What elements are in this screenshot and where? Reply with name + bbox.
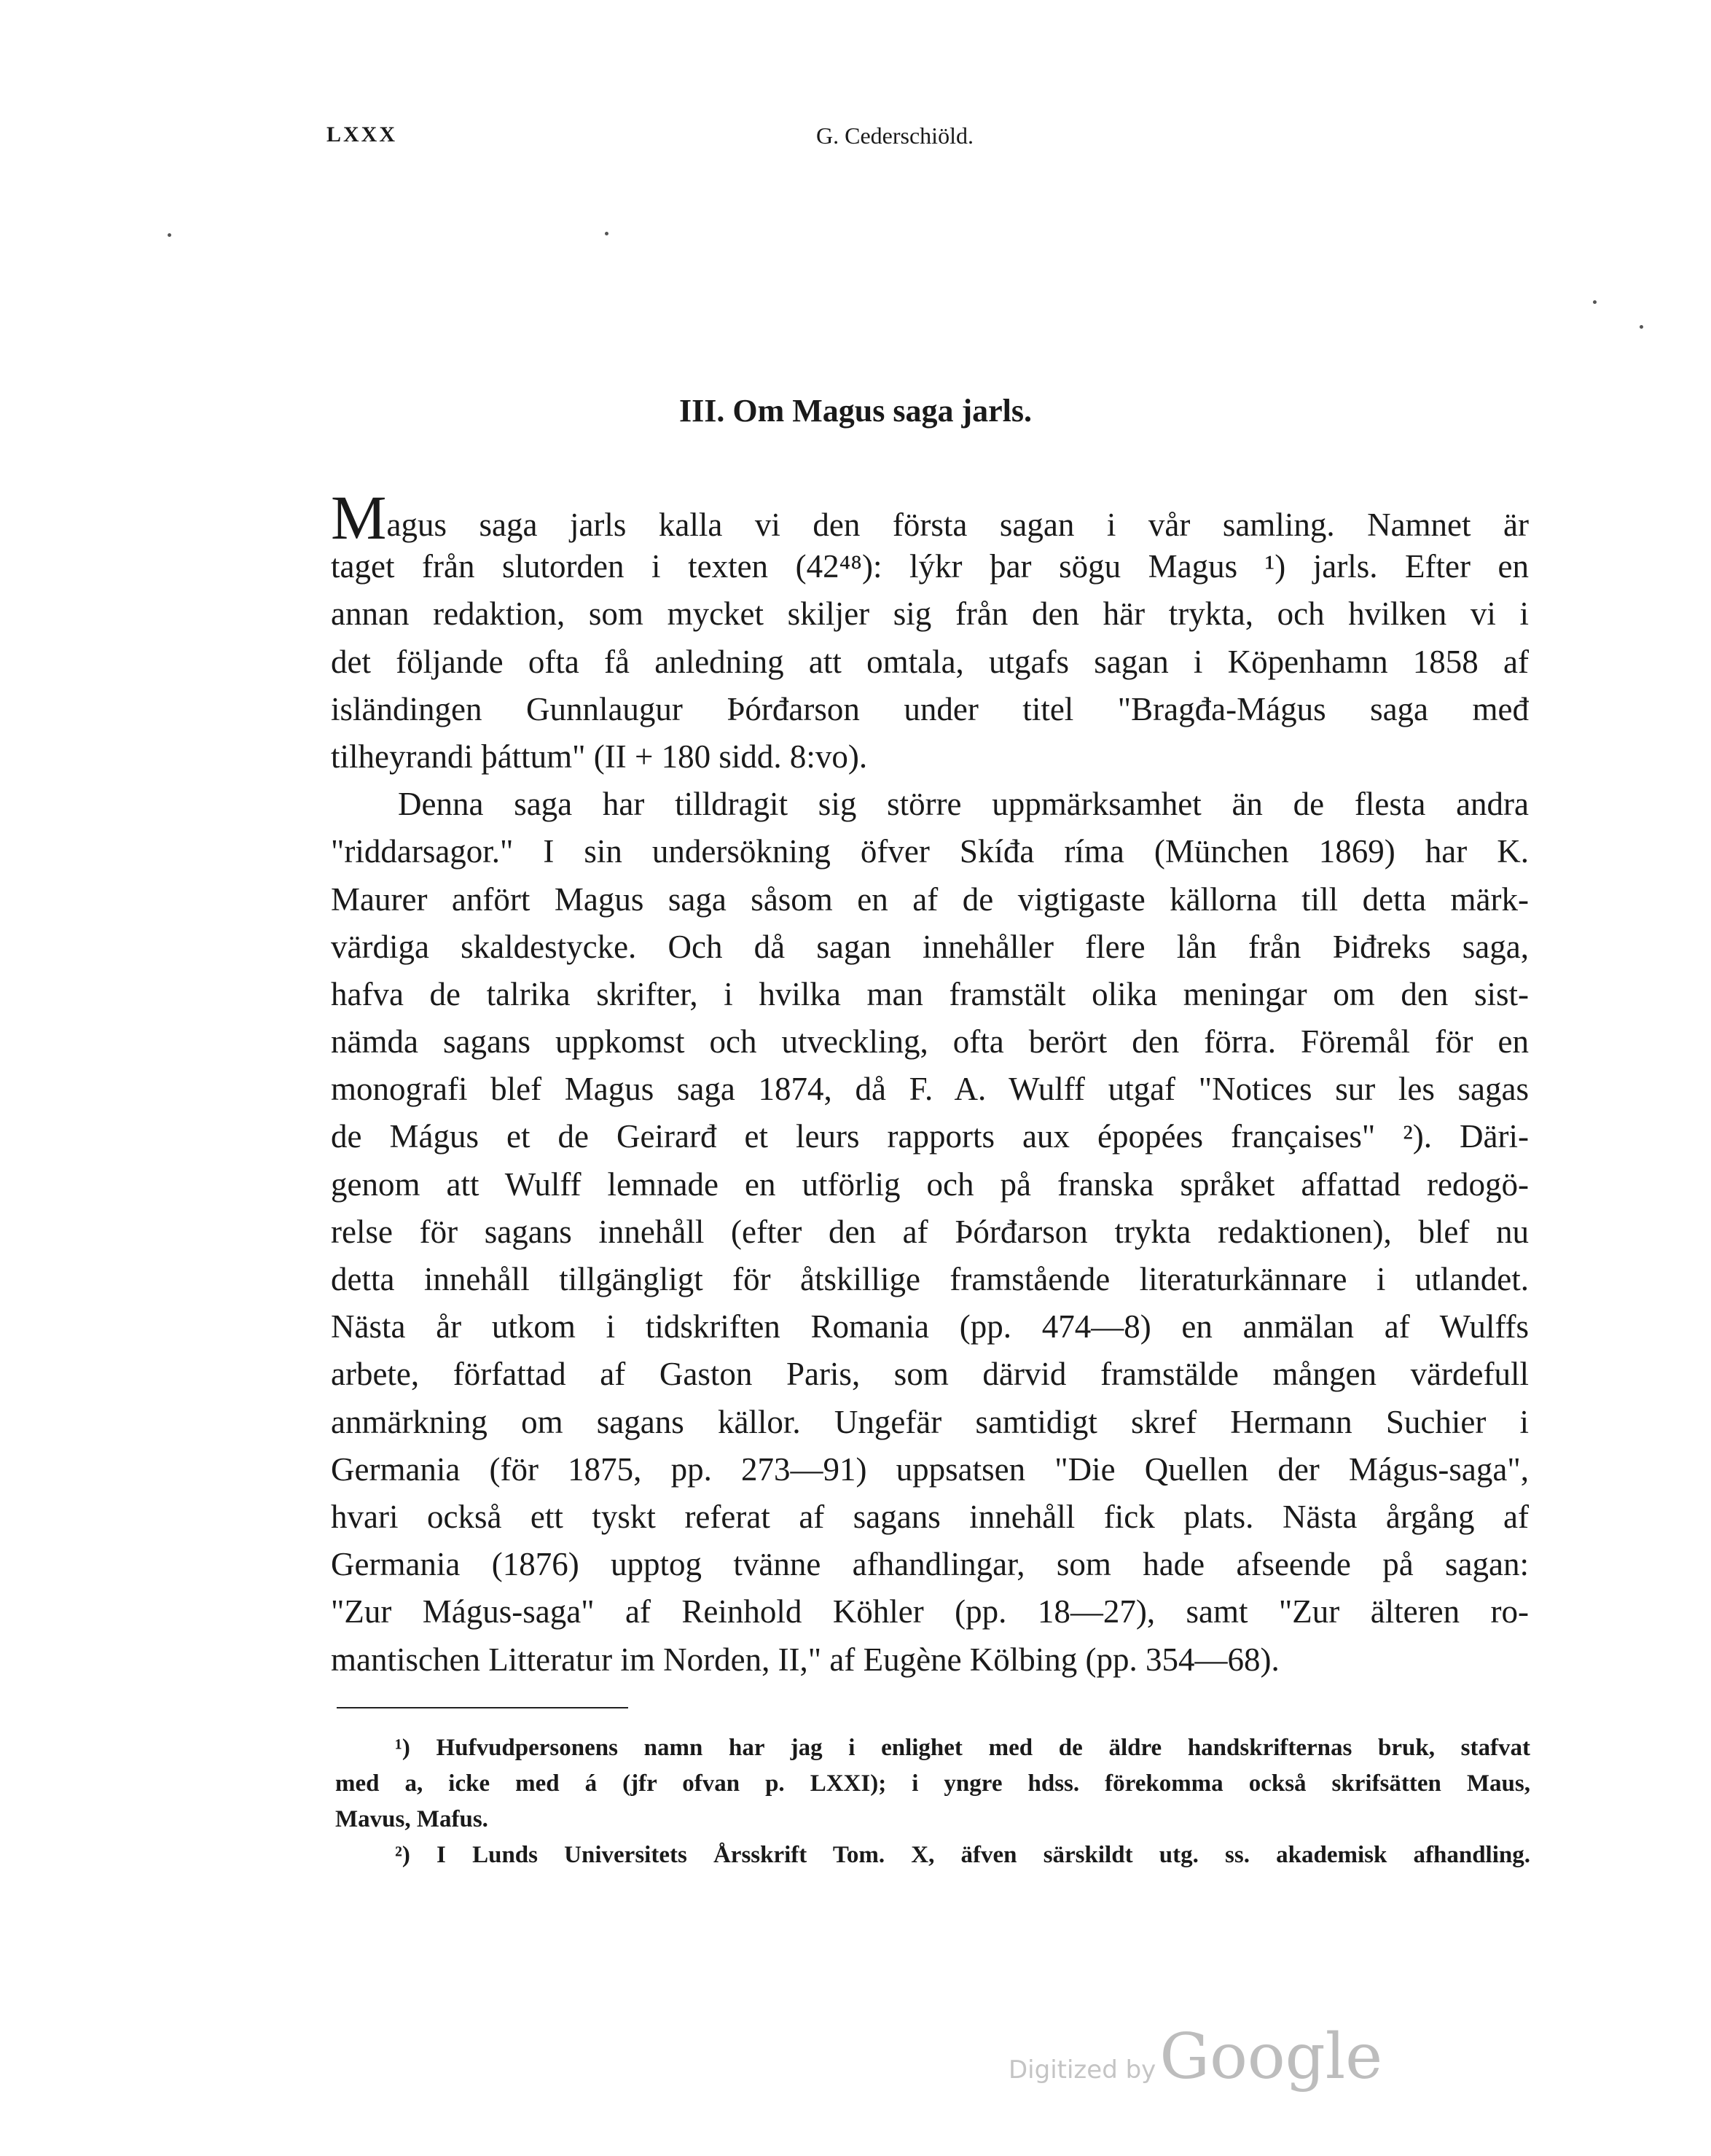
page-header <box>0 117 1711 160</box>
footnote-divider <box>337 1707 628 1708</box>
watermark-prefix: Digitized by <box>1009 2055 1156 2085</box>
scan-speck <box>1593 300 1597 304</box>
paragraph-line: Germania (1876) upptog tvänne afhandlingar, som hade afseende på sagan: <box>331 1546 1529 1583</box>
paragraph-line: nämda sagans uppkomst och utveckling, ofta berört den förra. Föremål för en <box>331 1023 1529 1061</box>
page-number: LXXX <box>326 122 398 147</box>
chapter-title: III. Om Magus saga jarls. <box>678 393 1033 429</box>
paragraph-line: värdiga skaldestycke. Och då sagan innehåller flere lån från Þiđreks saga, <box>331 928 1529 965</box>
paragraph-line: Germania (för 1875, pp. 273—91) uppsatsen "Die Quellen der Mágus-saga", <box>331 1450 1529 1488</box>
paragraph-line: arbete, författad af Gaston Paris, som därvid framstälde mången värdefull <box>331 1356 1529 1393</box>
footnote-line: med a, icke med á (jfr ofvan p. LXXI); i yngre hdss. förekomma också skrifsätten Maus, <box>335 1770 1530 1797</box>
paragraph-line: hvari också ett tyskt referat af sagans innehåll fick plats. Nästa årgång af <box>331 1498 1529 1535</box>
paragraph-line: de Mágus et de Geirarđ et leurs rapports aux épopées françaises" ²). Däri- <box>331 1118 1529 1155</box>
scan-speck <box>168 233 171 237</box>
google-logo: Google <box>1159 2020 1383 2093</box>
paragraph-line: annan redaktion, som mycket skiljer sig från den här trykta, och hvilken vi i <box>331 595 1529 633</box>
paragraph-line: Maurer anfört Magus saga såsom en af de vigtigaste källorna till detta märk- <box>331 880 1529 918</box>
paragraph-line: isländingen Gunnlaugur Þórđarson under titel "Bragđa-Mágus saga međ <box>331 690 1529 727</box>
running-head: G. Cederschiöld. <box>816 122 974 149</box>
paragraph-line: detta innehåll tillgängligt för åtskillige framstående literaturkännare i utlandet. <box>331 1261 1529 1297</box>
paragraph-line: monografi blef Magus saga 1874, då F. A. Wulff utgaf "Notices sur les sagas <box>331 1071 1529 1108</box>
paragraph-line: mantischen Litteratur im Norden, II," af Eugène Kölbing (pp. 354—68). <box>331 1641 1280 1678</box>
paragraph-line: Denna saga har tilldragit sig större uppmärksamhet än de flesta andra <box>398 786 1529 823</box>
scan-speck <box>605 232 608 235</box>
paragraph-line: Nästa år utkom i tidskriften Romania (pp. 474—8) en anmälan af Wulffs <box>331 1308 1529 1345</box>
digitization-watermark <box>1009 2020 1382 2093</box>
paragraph-line: tilheyrandi þáttum" (II + 180 sidd. 8:vo). <box>331 738 868 775</box>
paragraph-line: "Zur Mágus-saga" af Reinhold Köhler (pp. 18—27), samt "Zur älteren ro- <box>331 1593 1529 1630</box>
footnote-line: Mavus, Mafus. <box>335 1806 488 1832</box>
footnotes <box>335 1730 1530 1873</box>
paragraph-line: genom att Wulff lemnade en utförlig och på franska språket affattad redogö- <box>331 1165 1529 1203</box>
paragraph-line: "riddarsagor." I sin undersökning öfver Skíđa ríma (München 1869) har K. <box>331 833 1529 870</box>
paragraph-line: hafva de talrika skrifter, i hvilka man framstält olika meningar om den sist- <box>331 975 1529 1012</box>
paragraph-line: det följande ofta få anledning att omtala, utgafs sagan i Köpenhamn 1858 af <box>331 643 1529 680</box>
scan-speck <box>1640 325 1643 329</box>
paragraph-line: relse för sagans innehåll (efter den af Þórđarson trykta redaktionen), blef nu <box>331 1213 1529 1250</box>
body-text <box>331 496 1529 1684</box>
footnote-line: ²) I Lunds Universitets Årsskrift Tom. X, äfven särskildt utg. ss. akademisk afhandling. <box>395 1842 1530 1868</box>
footnote-line: ¹) Hufvudpersonens namn har jag i enlighet med de äldre handskrifternas bruk, stafvat <box>395 1735 1530 1761</box>
drop-cap: M <box>331 496 387 544</box>
paragraph-line: anmärkning om sagans källor. Ungefär samtidigt skref Hermann Suchier i <box>331 1403 1529 1440</box>
paragraph-line: Magus saga jarls kalla vi den första sagan i vår samling. Namnet är <box>331 496 1529 543</box>
paragraph-line: taget från slutorden i texten (42⁴⁸): lýkr þar sögu Magus ¹) jarls. Efter en <box>331 548 1529 585</box>
